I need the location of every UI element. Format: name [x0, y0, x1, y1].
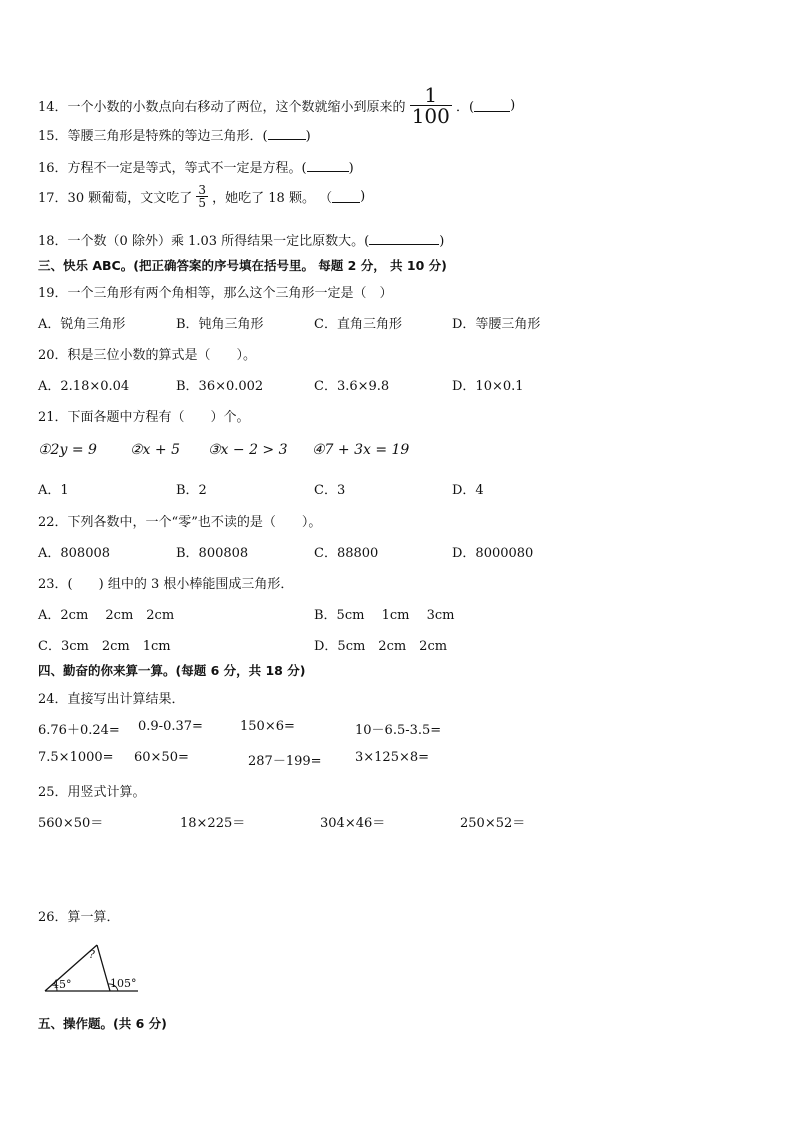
fraction-denominator: 5: [198, 196, 206, 210]
option-c[interactable]: C．3: [314, 483, 346, 498]
question-16-text: 16．方程不一定是等式，等式不一定是方程。(: [38, 161, 307, 176]
fraction-numerator: 1: [424, 83, 438, 107]
answer-blank-16[interactable]: [307, 159, 349, 172]
option-b[interactable]: B．36×0.002: [176, 379, 264, 394]
question-19-stem: 19．一个三角形有两个角相等，那么这个三角形一定是（ ）: [38, 286, 393, 301]
option-a[interactable]: A．2cm 2cm 2cm: [38, 608, 175, 623]
option-d[interactable]: D．等腰三角形: [452, 317, 541, 332]
question-17-close: ): [360, 189, 366, 204]
question-14: [38, 85, 515, 126]
section-5-heading: 五、操作题。(共 6 分): [38, 1016, 167, 1031]
calc-item: 60×50=: [134, 750, 189, 765]
option-a[interactable]: A．808008: [38, 546, 111, 561]
angle-105-label: 105°: [110, 977, 137, 990]
calc-item: 7.5×1000=: [38, 750, 114, 765]
question-16-close: ): [348, 161, 354, 176]
question-22-stem: 22．下列各数中，一个“零”也不读的是（ ）。: [38, 515, 322, 530]
calc-item: 150×6=: [240, 719, 295, 734]
question-17: [38, 184, 365, 209]
question-16: [38, 157, 354, 176]
question-14-text: 14．一个小数的小数点向右移动了两位，这个数就缩小到原来的: [38, 100, 406, 115]
calc-item: 287－199=: [248, 754, 322, 769]
option-d[interactable]: D．8000080: [452, 546, 534, 561]
option-b[interactable]: B．800808: [176, 546, 249, 561]
option-b[interactable]: B．5cm 1cm 3cm: [314, 608, 455, 623]
vertical-calc-item: 18×225＝: [180, 816, 246, 831]
question-14-after: ．(: [456, 100, 475, 115]
option-c[interactable]: C．直角三角形: [314, 317, 402, 332]
fraction-denominator: 100: [411, 104, 450, 128]
answer-blank-17[interactable]: [332, 190, 360, 203]
equation-1: ①2y = 9: [38, 442, 97, 458]
section-3-heading: 三、快乐 ABC。(把正确答案的序号填在括号里。 每题 2 分， 共 10 分): [38, 258, 447, 273]
option-c[interactable]: C．3cm 2cm 1cm: [38, 639, 171, 654]
question-15: [38, 125, 311, 144]
vertical-calc-item: 304×46＝: [320, 816, 386, 831]
section-4-heading: 四、勤奋的你来算一算。(每题 6 分，共 18 分): [38, 663, 306, 678]
vertical-calc-item: 560×50＝: [38, 816, 104, 831]
question-18-text: 18．一个数（0 除外）乘 1.03 所得结果一定比原数大。(: [38, 234, 370, 249]
option-c[interactable]: C．3.6×9.8: [314, 379, 390, 394]
calc-item: 10－6.5-3.5=: [355, 723, 442, 738]
equation-4: ④7 + 3x = 19: [312, 442, 410, 458]
option-a[interactable]: A．1: [38, 483, 69, 498]
question-15-text: 15．等腰三角形是特殊的等边三角形．(: [38, 129, 268, 144]
answer-blank-14[interactable]: [474, 99, 510, 112]
option-a[interactable]: A．锐角三角形: [38, 317, 126, 332]
calc-item: 3×125×8=: [355, 750, 430, 765]
question-17-post: ，她吃了 18 颗。 （: [212, 191, 333, 206]
unknown-angle-label: ?: [89, 948, 95, 961]
question-26-stem: 26．算一算．: [38, 910, 120, 925]
calc-item: 0.9-0.37=: [138, 719, 203, 734]
question-25-stem: 25．用竖式计算。: [38, 785, 146, 800]
triangle-figure: [40, 940, 150, 996]
angle-45-label: 45°: [52, 978, 72, 991]
fraction-1-100: [410, 85, 452, 126]
option-b[interactable]: B．钝角三角形: [176, 317, 264, 332]
answer-blank-15[interactable]: [268, 127, 306, 140]
vertical-calc-item: 250×52＝: [460, 816, 526, 831]
fraction-3-5: [196, 184, 208, 209]
option-a[interactable]: A．2.18×0.04: [38, 379, 130, 394]
equation-2: ②x + 5: [130, 442, 180, 458]
question-23-stem: 23．( ) 组中的 3 根小棒能围成三角形．: [38, 577, 294, 592]
question-18-close: ): [439, 234, 445, 249]
calc-item: 6.76＋0.24=: [38, 723, 120, 738]
answer-blank-18[interactable]: [369, 232, 439, 245]
option-c[interactable]: C．88800: [314, 546, 379, 561]
question-21-stem: 21．下面各题中方程有（ ）个。: [38, 410, 250, 425]
fraction-numerator: 3: [198, 183, 206, 197]
question-17-pre: 17．30 颗葡萄，文文吃了: [38, 191, 193, 206]
option-d[interactable]: D．5cm 2cm 2cm: [314, 639, 448, 654]
question-14-close: ): [510, 98, 516, 113]
option-d[interactable]: D．4: [452, 483, 484, 498]
question-15-close: ): [305, 129, 311, 144]
question-18: [38, 230, 444, 249]
question-24-stem: 24．直接写出计算结果．: [38, 692, 185, 707]
question-20-stem: 20．积是三位小数的算式是（ ）。: [38, 348, 257, 363]
equation-3: ③x − 2 > 3: [208, 442, 288, 458]
option-b[interactable]: B．2: [176, 483, 207, 498]
option-d[interactable]: D．10×0.1: [452, 379, 524, 394]
